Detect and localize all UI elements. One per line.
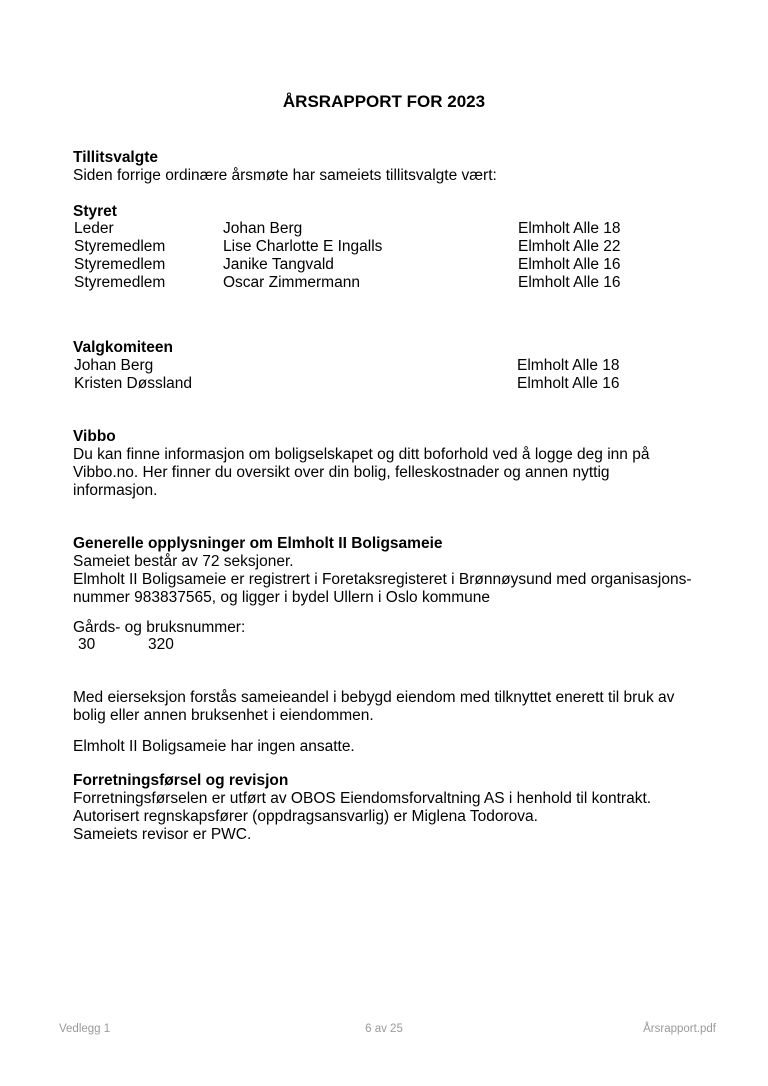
- tillitsvalgte-heading: Tillitsvalgte: [73, 149, 158, 166]
- styret-name: Janike Tangvald: [223, 256, 334, 273]
- valgkomiteen-heading: Valgkomiteen: [73, 339, 173, 356]
- styret-role: Styremedlem: [74, 256, 166, 273]
- styret-role: Styremedlem: [74, 274, 166, 291]
- generelle-text-line: Elmholt II Boligsameie er registrert i Foretaksregisteret i Brønnøysund med organisasjons-: [73, 571, 692, 588]
- footer-right: Årsrapport.pdf: [643, 1023, 716, 1035]
- valgkomiteen-address: Elmholt Alle 16: [517, 375, 620, 392]
- eierseksjon-text-line: Med eierseksjon forstås sameieandel i bebygd eiendom med tilknyttet enerett til bruk av: [73, 689, 675, 706]
- styret-heading: Styret: [73, 203, 117, 220]
- gardsnummer: 30: [78, 636, 96, 653]
- tillitsvalgte-text: Siden forrige ordinære årsmøte har sameiets tillitsvalgte vært:: [73, 167, 497, 184]
- eierseksjon-text-line: bolig eller annen bruksenhet i eiendommen.: [73, 707, 374, 724]
- styret-address: Elmholt Alle 22: [518, 238, 621, 255]
- bruksnummer: 320: [148, 636, 174, 653]
- vibbo-text-line: informasjon.: [73, 482, 158, 499]
- valgkomiteen-name: Johan Berg: [74, 357, 154, 374]
- page-title: ÅRSRAPPORT FOR 2023: [282, 92, 486, 111]
- ansatte-text: Elmholt II Boligsameie har ingen ansatte.: [73, 738, 355, 755]
- valgkomiteen-name: Kristen Døssland: [74, 375, 193, 392]
- forretning-text-line: Sameiets revisor er PWC.: [73, 826, 252, 843]
- vibbo-heading: Vibbo: [73, 428, 116, 445]
- gards-bruksnummer-label: Gårds- og bruksnummer:: [73, 619, 246, 636]
- generelle-text-line: Sameiet består av 72 seksjoner.: [73, 553, 294, 570]
- footer-left: Vedlegg 1: [59, 1023, 111, 1035]
- forretning-text-line: Autorisert regnskapsfører (oppdragsansvarlig) er Miglena Todorova.: [73, 808, 538, 825]
- styret-address: Elmholt Alle 18: [518, 220, 621, 237]
- styret-address: Elmholt Alle 16: [518, 274, 621, 291]
- vibbo-text-line: Vibbo.no. Her finner du oversikt over din bolig, felleskostnader og annen nyttig: [73, 464, 610, 481]
- styret-role: Leder: [74, 220, 114, 237]
- styret-role: Styremedlem: [74, 238, 166, 255]
- vibbo-text-line: Du kan finne informasjon om boligselskapet og ditt boforhold ved å logge deg inn på: [73, 446, 650, 463]
- forretning-text-line: Forretningsførselen er utført av OBOS Eiendomsforvaltning AS i henhold til kontrakt.: [73, 790, 652, 807]
- generelle-heading: Generelle opplysninger om Elmholt II Boligsameie: [73, 535, 443, 552]
- styret-name: Lise Charlotte E Ingalls: [223, 238, 383, 255]
- valgkomiteen-address: Elmholt Alle 18: [517, 357, 620, 374]
- styret-name: Oscar Zimmermann: [223, 274, 360, 291]
- footer-page-number: 6 av 25: [365, 1023, 403, 1035]
- styret-name: Johan Berg: [223, 220, 303, 237]
- generelle-text-line: nummer 983837565, og ligger i bydel Ullern i Oslo kommune: [73, 589, 490, 606]
- forretning-heading: Forretningsførsel og revisjon: [73, 772, 289, 789]
- styret-address: Elmholt Alle 16: [518, 256, 621, 273]
